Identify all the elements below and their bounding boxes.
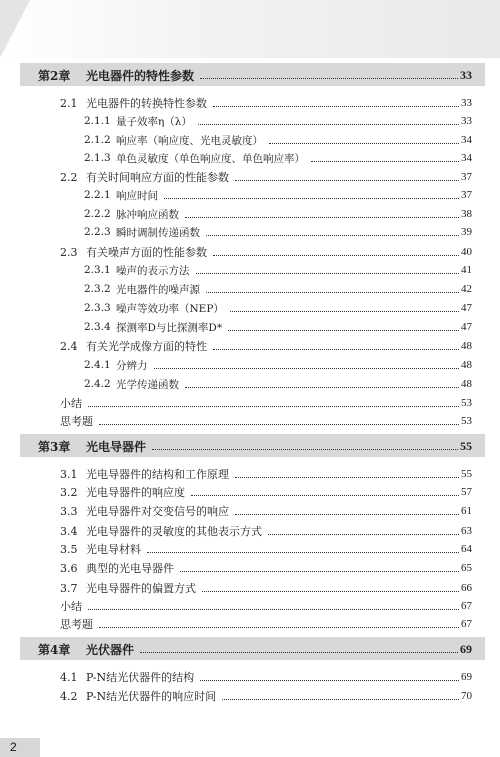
dot-leader (196, 273, 460, 274)
entry-page: 55 (460, 438, 472, 453)
dot-leader (191, 495, 459, 496)
entry-number: 3.6 (60, 561, 78, 575)
entry-title: 光电导器件的偏置方式 (86, 582, 196, 595)
entry-number: 2.4 (60, 339, 78, 353)
entry-label (84, 377, 179, 392)
entry-title: 瞬时调制传递函数 (116, 226, 200, 239)
entry-number: 2.3.3 (84, 302, 111, 314)
dot-leader (88, 406, 459, 407)
section-entry (60, 167, 472, 187)
dot-leader (228, 330, 459, 331)
entry-title: 光电器件的噪声源 (116, 283, 200, 296)
entry-number: 2.3.2 (84, 283, 111, 295)
section-entry (60, 464, 472, 484)
section-entry (60, 501, 472, 521)
entry-title: 响应率（响应度、光电灵敏度） (116, 134, 263, 147)
dot-leader (140, 652, 458, 653)
entry-label (60, 580, 196, 596)
entry-number: 3.4 (60, 524, 78, 538)
subsection-entry (84, 185, 472, 205)
page-number: 2 (10, 740, 17, 754)
entry-number: 2.4.1 (84, 359, 111, 371)
entry-page: 57 (461, 486, 472, 498)
subsection-entry (84, 374, 472, 394)
entry-label (60, 484, 185, 500)
entry-number: 2.2.3 (84, 226, 111, 238)
dot-leader (269, 143, 459, 144)
entry-title: 探测率D与比探测率D* (116, 321, 223, 334)
entry-title: 噪声等效功率（NEP） (116, 302, 224, 315)
entry-title: 光电器件的转换特性参数 (86, 97, 207, 110)
entry-number: 4.2 (60, 689, 78, 703)
entry-number: 2.1 (60, 96, 78, 110)
dot-leader (213, 255, 459, 256)
entry-page: 41 (461, 264, 472, 276)
dot-leader (235, 514, 459, 515)
entry-page: 42 (461, 283, 472, 295)
section-entry (60, 393, 472, 413)
section-entry (60, 242, 472, 262)
dot-leader (206, 292, 459, 293)
entry-page: 69 (460, 641, 472, 656)
dot-leader (164, 198, 459, 199)
entry-page: 33 (461, 115, 472, 127)
entry-number: 第3章 (38, 439, 71, 454)
entry-label (60, 244, 207, 260)
subsection-entry (84, 317, 472, 337)
dot-leader (311, 161, 459, 162)
entry-page: 37 (461, 171, 472, 183)
chapter-entry (38, 639, 472, 659)
entry-label (60, 598, 82, 614)
entry-label (60, 523, 262, 539)
entry-number: 2.3 (60, 245, 78, 259)
dot-leader (152, 449, 458, 450)
entry-page: 67 (461, 618, 472, 630)
dot-leader (230, 311, 459, 312)
chapter-entry (38, 65, 472, 85)
subsection-entry (84, 355, 472, 375)
entry-page: 48 (461, 340, 472, 352)
entry-label (60, 338, 207, 354)
page-corner-fold (0, 0, 30, 58)
entry-page: 34 (461, 152, 472, 164)
entry-page: 40 (461, 246, 472, 258)
entry-page: 33 (460, 67, 472, 82)
entry-label (60, 169, 229, 185)
entry-title: 脉冲响应函数 (116, 208, 179, 221)
subsection-entry (84, 298, 472, 318)
entry-page: 39 (461, 226, 472, 238)
section-entry (60, 596, 472, 616)
dot-leader (88, 609, 459, 610)
subsection-entry (84, 204, 472, 224)
entry-page: 61 (461, 505, 472, 517)
entry-label (60, 616, 93, 632)
entry-label (84, 207, 179, 222)
entry-page: 65 (461, 562, 472, 574)
section-entry (60, 578, 472, 598)
entry-number: 2.2.2 (84, 208, 111, 220)
entry-label (84, 151, 305, 166)
entry-label (84, 301, 224, 316)
entry-number: 2.2.1 (84, 189, 111, 201)
entry-page: 67 (461, 600, 472, 612)
entry-label (60, 688, 216, 704)
entry-number: 3.2 (60, 485, 78, 499)
entry-label (38, 641, 134, 658)
entry-title: 小结 (60, 397, 82, 410)
entry-title: 光伏器件 (86, 642, 135, 657)
entry-number: 2.1.3 (84, 152, 111, 164)
subsection-entry (84, 260, 472, 280)
entry-label (60, 503, 229, 519)
entry-label (60, 466, 229, 482)
entry-title: 噪声的表示方法 (116, 264, 190, 277)
page-top-shadow (0, 0, 500, 58)
entry-title: 分辨力 (116, 359, 148, 372)
entry-page: 70 (461, 690, 472, 702)
dot-leader (222, 699, 459, 700)
dot-leader (213, 106, 459, 107)
entry-number: 3.1 (60, 467, 78, 481)
dot-leader (200, 680, 459, 681)
entry-title: 光电导器件的灵敏度的其他表示方式 (86, 525, 262, 538)
section-entry (60, 539, 472, 559)
entry-title: 典型的光电导器件 (86, 562, 174, 575)
entry-number: 4.1 (60, 670, 78, 684)
entry-number: 2.2 (60, 170, 78, 184)
entry-title: 思考题 (60, 618, 93, 631)
entry-label (84, 114, 192, 129)
dot-leader (206, 235, 459, 236)
entry-label (60, 560, 174, 576)
entry-page: 55 (461, 468, 472, 480)
section-entry (60, 558, 472, 578)
entry-label (60, 395, 82, 411)
entry-label (60, 95, 207, 111)
entry-title: 小结 (60, 600, 82, 613)
entry-title: 光电导材料 (86, 543, 141, 556)
entry-title: 有关光学成像方面的特性 (86, 340, 207, 353)
section-entry (60, 667, 472, 687)
dot-leader (185, 387, 459, 388)
entry-number: 2.1.1 (84, 115, 111, 127)
entry-label (38, 67, 194, 84)
entry-label (60, 669, 194, 685)
entry-title: 光电器件的特性参数 (86, 68, 195, 83)
section-entry (60, 93, 472, 113)
entry-title: 光学传递函数 (116, 378, 179, 391)
entry-title: 有关时间响应方面的性能参数 (86, 171, 229, 184)
dot-leader (154, 368, 460, 369)
section-entry (60, 482, 472, 502)
entry-title: 光电导器件 (86, 439, 147, 454)
entry-title: 思考题 (60, 415, 93, 428)
subsection-entry (84, 148, 472, 168)
entry-title: 响应时间 (116, 189, 158, 202)
entry-label (38, 438, 146, 455)
entry-page: 66 (461, 582, 472, 594)
page-number-box (0, 738, 40, 757)
section-entry (60, 521, 472, 541)
entry-page: 64 (461, 543, 472, 555)
entry-label (84, 320, 222, 335)
entry-number: 3.5 (60, 542, 78, 556)
entry-page: 69 (461, 671, 472, 683)
chapter-entry (38, 436, 472, 456)
dot-leader (185, 217, 459, 218)
entry-label (84, 225, 200, 240)
dot-leader (235, 477, 459, 478)
entry-label (60, 413, 93, 429)
dot-leader (213, 349, 459, 350)
entry-page: 33 (461, 97, 472, 109)
subsection-entry (84, 130, 472, 150)
dot-leader (147, 552, 459, 553)
entry-page: 63 (461, 525, 472, 537)
entry-label (84, 188, 158, 203)
section-entry (60, 411, 472, 431)
entry-page: 47 (461, 302, 472, 314)
entry-title: 有关噪声方面的性能参数 (86, 246, 207, 259)
entry-number: 3.7 (60, 581, 78, 595)
dot-leader (99, 424, 459, 425)
dot-leader (200, 78, 458, 79)
entry-label (84, 358, 148, 373)
section-entry (60, 686, 472, 706)
entry-page: 48 (461, 378, 472, 390)
dot-leader (198, 124, 459, 125)
entry-number: 第4章 (38, 642, 71, 657)
dot-leader (202, 591, 459, 592)
dot-leader (268, 534, 459, 535)
entry-number: 2.1.2 (84, 134, 111, 146)
entry-page: 53 (461, 397, 472, 409)
entry-label (84, 263, 190, 278)
entry-title: P-N结光伏器件的响应时间 (86, 690, 217, 703)
entry-number: 第2章 (38, 68, 71, 83)
entry-title: 光电导器件的结构和工作原理 (86, 468, 229, 481)
dot-leader (235, 180, 459, 181)
entry-number: 2.3.1 (84, 264, 111, 276)
entry-page: 47 (461, 321, 472, 333)
entry-label (84, 133, 263, 148)
entry-number: 3.3 (60, 504, 78, 518)
section-entry (60, 336, 472, 356)
entry-title: 光电导器件对交变信号的响应 (86, 505, 229, 518)
dot-leader (180, 571, 459, 572)
entry-label (60, 541, 141, 557)
subsection-entry (84, 279, 472, 299)
entry-title: P-N结光伏器件的结构 (86, 671, 195, 684)
entry-label (84, 282, 200, 297)
entry-title: 单色灵敏度（单色响应度、单色响应率） (116, 152, 305, 165)
entry-title: 光电导器件的响应度 (86, 486, 185, 499)
entry-title: 量子效率η（λ） (116, 115, 192, 128)
entry-number: 2.4.2 (84, 378, 111, 390)
section-entry (60, 614, 472, 634)
entry-page: 37 (461, 189, 472, 201)
entry-number: 2.3.4 (84, 321, 111, 333)
entry-page: 38 (461, 208, 472, 220)
subsection-entry (84, 111, 472, 131)
entry-page: 34 (461, 134, 472, 146)
dot-leader (99, 627, 459, 628)
entry-page: 53 (461, 415, 472, 427)
entry-page: 48 (461, 359, 472, 371)
subsection-entry (84, 222, 472, 242)
